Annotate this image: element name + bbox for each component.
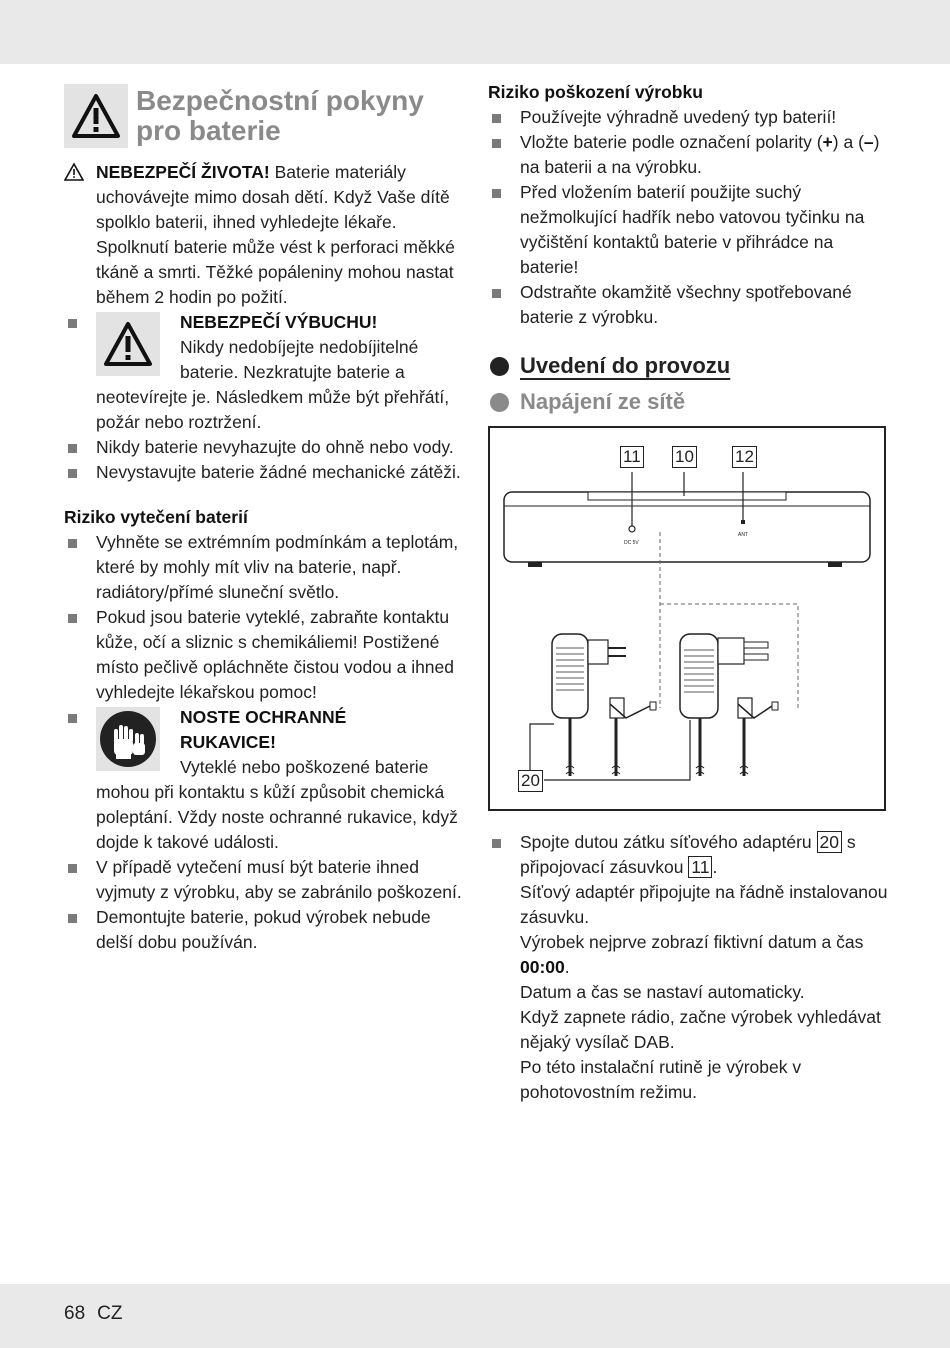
title-line-2: pro baterie xyxy=(136,115,281,146)
label-11: 11 xyxy=(620,446,644,468)
page-footer xyxy=(64,1303,134,1325)
instructions xyxy=(488,830,888,1105)
list-item: Demontujte baterie, pokud výrobek nebude delší dobu používán. xyxy=(64,905,464,955)
instr-text-b: s připojovací zásuvkou xyxy=(520,832,856,877)
instr-text-a: Spojte dutou zátku síťového adaptéru xyxy=(520,832,817,852)
section-heading-operation-text: Uvedení do provozu xyxy=(520,353,731,378)
info-paragraph: Když zapnete rádio, začne výrobek vyhledávat nějaký vysílač DAB. xyxy=(520,1007,881,1052)
language-code: CZ xyxy=(97,1303,123,1324)
list-item: Nikdy baterie nevyhazujte do ohně nebo vody. xyxy=(64,435,464,460)
section-title xyxy=(64,80,464,150)
warning-triangle-icon xyxy=(64,84,128,148)
danger-life-text: Baterie materiály uchovávejte mimo dosah dětí. Když Vaše dítě spolklo baterii, ihned vyhledejte lékaře. Spolknutí baterie může vést k perforaci měkké tkáně a smrti. Těžké popáleniny mohou nastat během 2 hodin po požití. xyxy=(96,162,455,307)
info-paragraph: Síťový adaptér připojujte na řádně instalovanou zásuvku. xyxy=(520,882,888,927)
list-item: Odstraňte okamžitě všechny spotřebované baterie z výrobku. xyxy=(488,280,888,330)
label-12: 12 xyxy=(732,446,757,468)
label-10: 10 xyxy=(672,446,697,468)
instr-text-c: . xyxy=(712,857,718,877)
gloves-text-1: Vyteklé nebo poškozené baterie xyxy=(180,757,429,777)
para2-text: Výrobek nejprve zobrazí fiktivní datum a čas xyxy=(520,932,864,952)
minus-sign: – xyxy=(863,132,874,152)
ref-20: 20 xyxy=(817,831,842,853)
gloves-label-2: RUKAVICE! xyxy=(180,732,276,752)
para2-end: . xyxy=(564,957,570,977)
info-paragraph: Po této instalační rutině je výrobek v pohotovostním režimu. xyxy=(520,1057,802,1102)
bullet-dot-icon xyxy=(490,393,509,412)
damage-heading: Riziko poškození výrobku xyxy=(488,82,703,102)
warning-triangle-icon xyxy=(96,312,160,376)
info-paragraph xyxy=(488,930,888,980)
explosion-text-2: neotevírejte je. Následkem může být přehřátí, požár nebo roztržení. xyxy=(96,387,450,432)
list-item: Nevystavujte baterie žádné mechanické zátěži. xyxy=(64,460,464,485)
list-item: Pokud jsou baterie vyteklé, zabraňte kontaktu kůže, očí a sliznic s chemikáliemi! Postižené místo pečlivě opláchněte čistou vodou a ihned vyhledejte lékařskou pomoc! xyxy=(64,605,464,705)
gloves-warning-item xyxy=(64,705,464,855)
list-item: V případě vytečení musí být baterie ihned vyjmuty z výrobku, aby se zabránilo poškození. xyxy=(64,855,464,905)
explosion-label: NEBEZPEČÍ VÝBUCHU! xyxy=(180,312,378,332)
polarity-text-a: Vložte baterie podle označení polarity ( xyxy=(520,132,823,152)
plus-sign: + xyxy=(822,132,833,152)
info-paragraph: Datum a čas se nastaví automaticky. xyxy=(520,982,805,1002)
left-column xyxy=(64,80,464,955)
list-item xyxy=(488,130,888,180)
bottom-band xyxy=(0,1284,950,1348)
gloves-label-1: NOSTE OCHRANNÉ xyxy=(180,707,347,727)
page-title xyxy=(136,86,424,146)
list-item: Vyhněte se extrémním podmínkám a teplotám, které by mohly mít vliv na baterie, např. radiátory/přímé sluneční světlo. xyxy=(64,530,464,605)
ref-11: 11 xyxy=(688,856,712,878)
explosion-warning-item xyxy=(64,310,464,435)
section-heading-power-text: Napájení ze sítě xyxy=(520,389,686,414)
polarity-text-b: ) a ( xyxy=(832,132,864,152)
page-number: 68 xyxy=(64,1303,86,1324)
label-20: 20 xyxy=(518,770,543,792)
diagram-drawing xyxy=(490,428,884,809)
time-display: 00:00 xyxy=(520,957,565,977)
list-item: Používejte výhradně uvedený typ baterií! xyxy=(488,105,888,130)
warning-small-icon xyxy=(64,163,84,188)
section-heading-operation xyxy=(488,352,888,380)
dc-port-label: DC 5V xyxy=(624,540,639,546)
danger-life-paragraph xyxy=(64,160,464,310)
gloves-text-2: mohou při kontaktu s kůží způsobit chemická poleptání. Vždy noste ochranné rukavice, když dojde k takové události. xyxy=(96,782,458,852)
explosion-text-1: Nikdy nedobíjejte nedobíjitelné baterie. Nezkratujte baterie a xyxy=(180,337,419,382)
gloves-icon xyxy=(96,707,160,771)
section-heading-power xyxy=(488,388,888,416)
leak-heading: Riziko vytečení baterií xyxy=(64,507,248,527)
list-item: Před vložením baterií použijte suchý nežmolkující hadřík nebo vatovou tyčinku na vyčištění kontaktů baterie v přihrádce na baterie! xyxy=(488,180,888,280)
ant-port-label: ANT xyxy=(738,532,748,538)
title-line-1: Bezpečnostní pokyny xyxy=(136,85,424,116)
top-band xyxy=(0,0,950,64)
right-column xyxy=(488,80,888,416)
bullet-dot-icon xyxy=(490,357,509,376)
polarity-text-c: ) na baterii a na výrobku. xyxy=(520,132,880,177)
power-connection-diagram xyxy=(488,426,886,811)
danger-life-label: NEBEZPEČÍ ŽIVOTA! xyxy=(96,162,270,182)
instruction-item xyxy=(488,830,888,880)
